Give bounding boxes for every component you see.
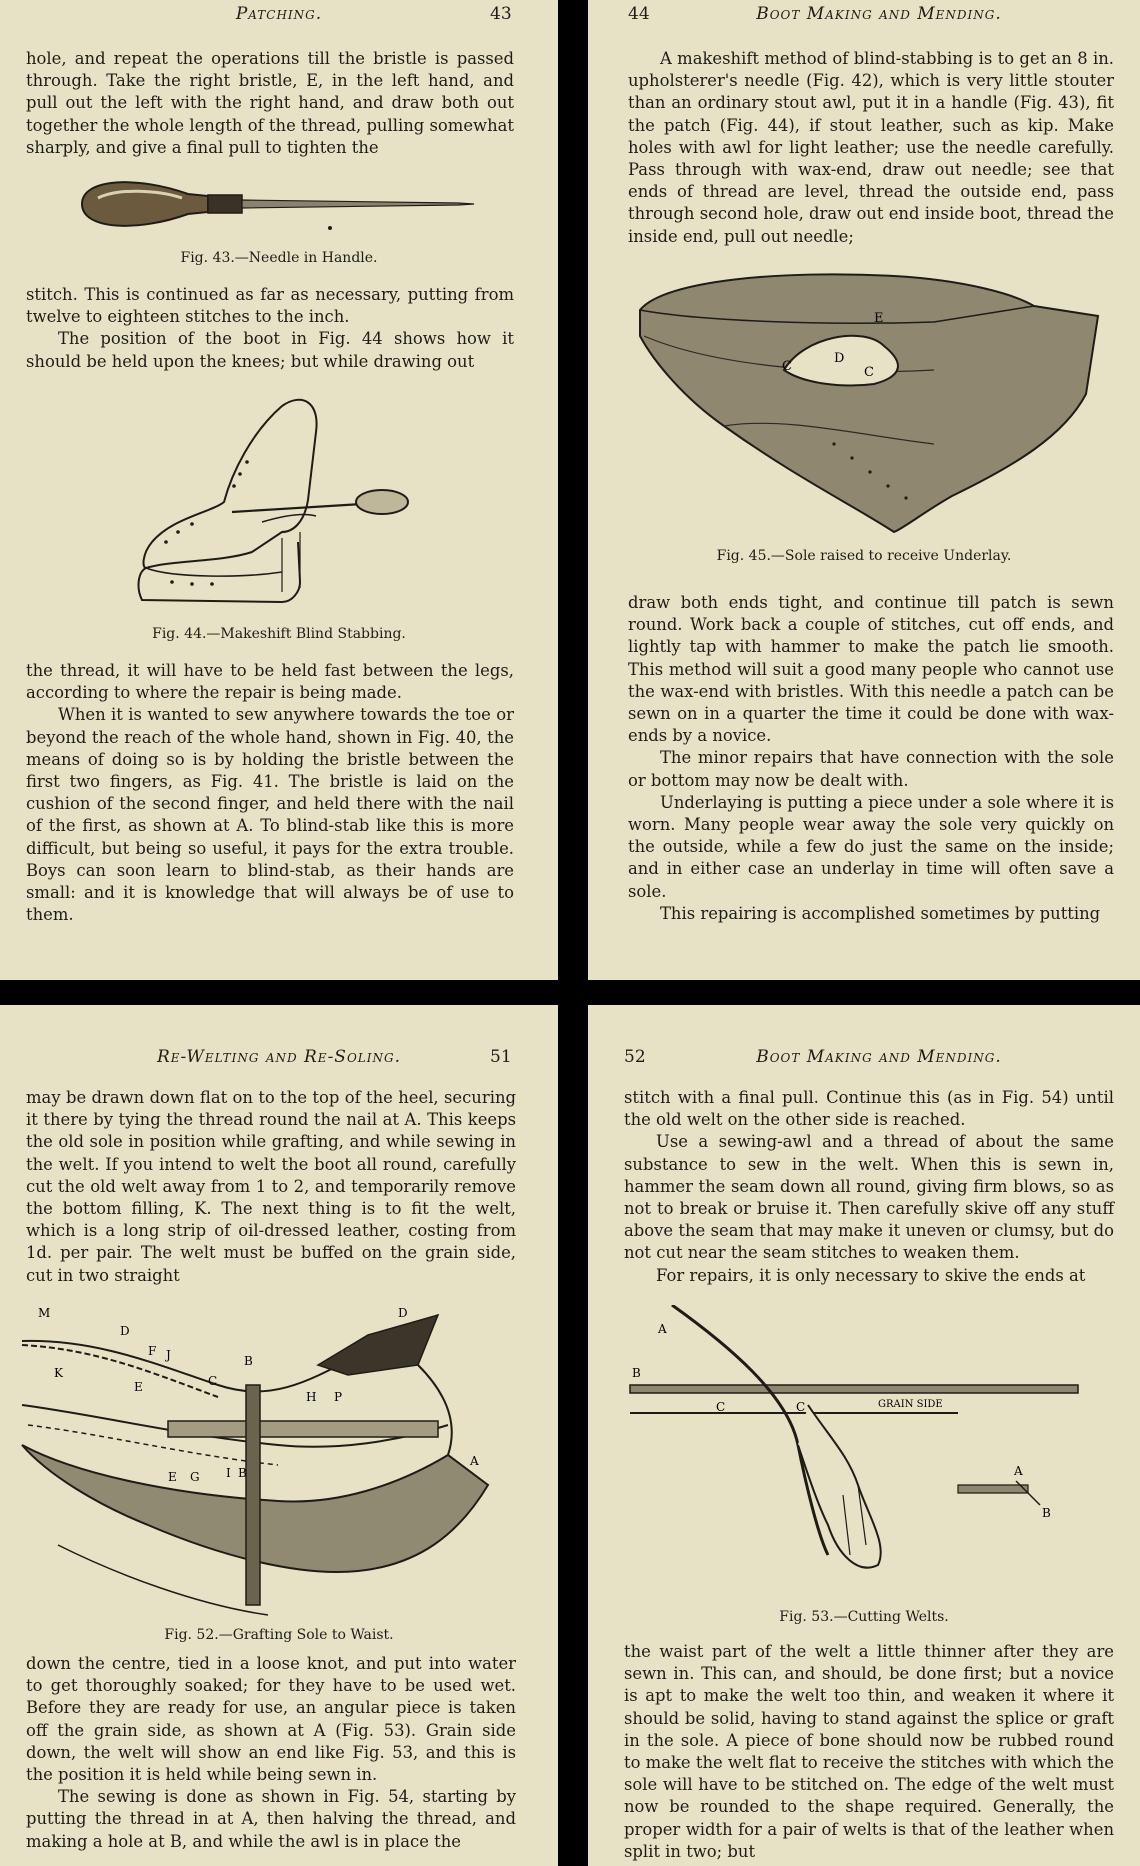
text-para-3: For repairs, it is only necessary to skive the ends at <box>656 1265 1086 1285</box>
fig-43-needle-in-handle <box>78 168 478 240</box>
fig-45-label-d: D <box>834 351 845 366</box>
fig-43-caption: Fig. 43.—Needle in Handle. <box>180 250 378 266</box>
running-header <box>588 1047 1140 1081</box>
page-number: 51 <box>490 1047 512 1067</box>
text-para-5: This repairing is accomplished sometimes by putting <box>660 903 1101 923</box>
fig-45-sole-raised <box>634 266 1104 538</box>
text-para-2: Use a sewing-awl and a thread of about the same substance to sew in the welt. When this is sewn in, hammer the seam down all round, giving firm blows, so as not to break or bruise it. Then carefully skive off any stuff above the seam that may make it uneven or clumsy, but do not cut near the seam stitches to weaken them. <box>624 1132 1114 1263</box>
fig-52-label-d: D <box>120 1324 130 1338</box>
fig-52-label-d2: D <box>398 1306 408 1320</box>
fig-53-label-c2: C <box>796 1400 806 1414</box>
fig-52-label-b2: B <box>238 1466 247 1480</box>
fig-44-caption: Fig. 44.—Makeshift Blind Stabbing. <box>152 626 406 642</box>
fig-52-label-e: E <box>134 1380 143 1394</box>
fig-52-grafting-sole <box>18 1305 528 1625</box>
fig-53-label-c: C <box>716 1400 726 1414</box>
fig-52-label-i: I <box>226 1466 231 1480</box>
fig-45-label-c: C <box>782 359 792 374</box>
text-para-3: The sewing is done as shown in Fig. 54, starting by putting the thread in at A, then halving the thread, and making a hole at B, and while the awl is in place the <box>26 1787 516 1851</box>
fig-45-label-c2: C <box>864 365 874 380</box>
paragraph <box>26 1087 516 1287</box>
text-para-1: stitch with a final pull. Continue this (as in Fig. 54) until the old welt on the other side is reached. <box>624 1088 1114 1130</box>
fig-52-label-b: B <box>244 1354 253 1368</box>
paragraph-block <box>26 1653 516 1853</box>
paragraph-block <box>628 592 1114 925</box>
page-52 <box>588 1005 1140 1866</box>
fig-44-blind-stabbing <box>132 392 412 612</box>
text-para-4: the waist part of the welt a little thinner after they are sewn in. This can, and should, be done first; but a novice is apt to make the welt too thin, and weaken it where it should be solid, having to stand against the splice or graft in the sole. A piece of bone should now be rubbed round to make the welt flat to receive the stitches with which the sole will have to be stitched on. The edge of the welt must now be rounded to the shape required. Generally, the proper width for a pair of welts is that of the leather when split in two; but <box>624 1642 1114 1861</box>
fig-52-label-h: H <box>306 1390 317 1404</box>
paragraph-block <box>26 284 514 373</box>
paragraph-block <box>624 1087 1114 1287</box>
fig-52-label-f: F <box>148 1344 157 1358</box>
text-para-2: draw both ends tight, and continue till patch is sewn round. Work back a couple of stitches, cut off ends, and lightly tap with hammer to make the patch lie smooth. This method will suit a good many people who cannot use the wax-end with bristles. With this needle a patch can be sewn on in a quarter the time it could be done with wax-ends by a novice. <box>628 593 1114 746</box>
paragraph-block <box>26 660 514 926</box>
fig-53-label-b2: B <box>1042 1506 1051 1520</box>
text-para-2: down the centre, tied in a loose knot, and put into water to get thoroughly soaked; for they have to be used wet. Before they are ready for use, an angular piece is taken off the grain side, as shown at A (Fig. 53). Grain side down, the welt will show an end like Fig. 53, and this is the position it is held while being sewn in. <box>26 1654 516 1785</box>
page-43 <box>0 0 558 980</box>
fig-53-label-a2: A <box>1014 1464 1023 1478</box>
text-para-5: When it is wanted to sew anywhere towards the toe or beyond the reach of the whole hand, shown in Fig. 40, the means of doing so is by holding the bristle between the first two fingers, as Fig. 41. The bristle is laid on the cushion of the second finger, and held there with the nail of the first, as shown at A. To blind-stab like this is more difficult, but being so useful, it pays for the extra trouble. Boys can soon learn to blind-stab, as their hands are small: and it is knowledge that will always be of use to them. <box>26 705 514 925</box>
page-number: 52 <box>624 1047 646 1067</box>
fig-52-label-e2: E <box>168 1470 177 1484</box>
text-para-1: may be drawn down flat on to the top of the heel, securing it there by tying the thread round the nail at A. This keeps the old sole in position while grafting, and while sewing in the welt. If you intend to welt the boot all round, carefully cut the old welt away from 1 to 2, and temporarily remove the bottom filling, K. The next thing is to fit the welt, which is a long strip of oil-dressed leather, costing from 1d. per pair. The welt must be buffed on the grain side, cut in two straight <box>26 1088 516 1285</box>
header-title: Boot Making and Mending. <box>756 4 1002 24</box>
fig-52-label-m: M <box>38 1306 51 1320</box>
fig-52-label-k: K <box>54 1366 63 1380</box>
text-para-1: hole, and repeat the operations till the bristle is passed through. Take the right bristle, E, in the left hand, and pull out the left with the right hand, and draw both out together the whole length of the thread, pulling somewhat sharply, and give a final pull to tighten the <box>26 49 514 157</box>
fig-53-label-b: B <box>632 1366 641 1380</box>
page-51 <box>0 1005 558 1866</box>
page-number: 44 <box>628 4 650 24</box>
header-title: Patching. <box>235 4 323 24</box>
fig-52-caption: Fig. 52.—Grafting Sole to Waist. <box>164 1627 394 1643</box>
text-para-3: The minor repairs that have connection with the sole or bottom may now be dealt with. <box>628 748 1114 790</box>
running-header <box>0 1047 558 1081</box>
paragraph <box>624 1641 1114 1863</box>
text-para-1: A makeshift method of blind-stabbing is to get an 8 in. upholsterer's needle (Fig. 42), which is very little stouter than an ordinary stout awl, put it in a handle (Fig. 43), fit the patch (Fig. 44), if stout leather, such as kip. Make holes with awl for light leather; use the needle carefully. Pass through with wax-end, draw out needle; see that ends of thread are level, thread the outside end, pass through second hole, draw out end inside boot, thread the inside end, pull out needle; <box>628 49 1114 246</box>
header-title: Boot Making and Mending. <box>756 1047 1002 1067</box>
fig-53-label-a: A <box>658 1322 667 1336</box>
fig-53-cutting-welts <box>628 1305 1098 1605</box>
paragraph <box>628 48 1114 248</box>
header-title: Re-Welting and Re-Soling. <box>156 1047 401 1067</box>
page-number: 43 <box>490 4 512 24</box>
text-para-2: stitch. This is continued as far as necessary, putting from twelve to eighteen stitches to the inch. <box>26 285 514 327</box>
fig-53-caption: Fig. 53.—Cutting Welts. <box>779 1609 949 1625</box>
paragraph <box>26 48 514 159</box>
fig-45-label-e: E <box>874 311 884 326</box>
fig-53-grain-side: GRAIN SIDE <box>878 1399 943 1410</box>
fig-45-caption: Fig. 45.—Sole raised to receive Underlay. <box>716 548 1012 564</box>
fig-52-label-j: J <box>166 1348 171 1362</box>
fig-52-label-g: G <box>190 1470 200 1484</box>
running-header <box>588 4 1140 38</box>
fig-52-label-a: A <box>470 1454 479 1468</box>
page-44 <box>588 0 1140 980</box>
text-para-3: The position of the boot in Fig. 44 shows how it should be held upon the knees; but while drawing out <box>26 329 514 371</box>
fig-52-label-p: P <box>334 1390 343 1404</box>
fig-52-label-c: C <box>208 1374 218 1388</box>
running-header <box>0 4 558 38</box>
text-para-4: Underlaying is putting a piece under a sole where it is worn. Many people wear away the sole very quickly on the outside, while a few do just the same on the inside; and in either case an underlay in time will often save a sole. <box>628 792 1114 901</box>
text-para-4: the thread, it will have to be held fast between the legs, according to where the repair is being made. <box>26 661 514 703</box>
